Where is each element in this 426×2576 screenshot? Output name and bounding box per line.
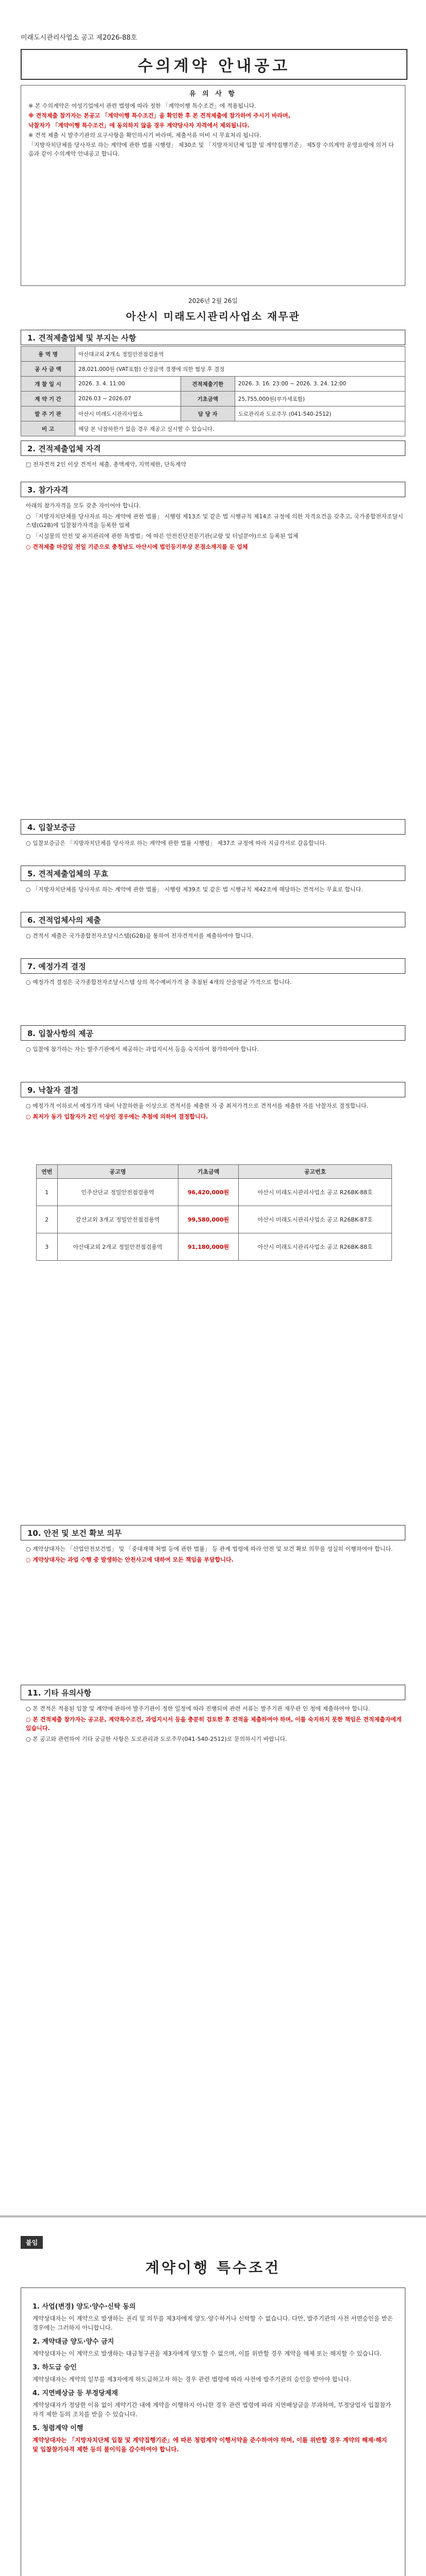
section-body [26, 501, 405, 553]
notice-title: 유 의 사 항 [189, 90, 237, 98]
info-label: 개 찰 일 시 [21, 377, 75, 392]
column-header: 기초금액 [178, 1165, 238, 1179]
body-text: ○ 계약상대자는 과업 수행 중 발생하는 안전사고에 대하여 모든 책임을 부담합니다. [26, 1556, 234, 1563]
body-text: ○ 「지방자치단체를 당사자로 하는 계약에 관한 법률」 시행령 제13조 및 같은 법 시행규칙 제14조 규정에 의한 자격요건을 갖추고, 국가종합전자조달시스템(G2B)에 입찰참가자격을 등록한 업체 [26, 513, 403, 529]
section-heading: 2. 견적제출업체 자격 [21, 440, 405, 456]
table-row [37, 1233, 392, 1261]
contract-item-text: 계약상대자는 계약의 일부를 제3자에게 하도급하고자 하는 경우 관련 법령에 따라 사전에 발주기관의 승인을 받아야 합니다. [32, 2376, 351, 2383]
info-value: 아산시 미래도시관리사업소 [75, 406, 181, 421]
section-heading: 1. 견적제출업체 및 부지는 사항 [21, 330, 405, 345]
body-text: ○ 본 공고와 관련하여 기타 궁금한 사항은 도로관리과 도로주무(041-540-2512)로 문의하시기 바랍니다. [26, 1736, 287, 1742]
contract-item-heading: 2. 계약대금 양도·양수 금지 [32, 2338, 114, 2346]
body-text: ○ 본 견적제출 참가자는 공고문, 계약특수조건, 과업지시서 등을 충분히 검토한 후 견적을 제출하여야 하며, 이를 숙지하지 못한 책임은 견적제출자에게 있습니다. [26, 1716, 402, 1732]
notice-line: 「지방자치단체를 당사자로 하는 계약에 관한 법률 시행령」 제30조 및 「지방자치단체 입찰 및 계약집행기준」 제5장 수의계약 운영요령에 의거 다음과 같이 수의계약 안내공고 합니다. [28, 142, 394, 157]
table-row [37, 1206, 392, 1233]
license-table [36, 1164, 392, 1261]
publisher-name: 아산시 미래도시관리사업소 재무관 [126, 310, 300, 323]
info-label: 기초금액 [181, 392, 235, 406]
contract-title: 계약이행 특수조건 [145, 2259, 281, 2276]
contract-item-heading: 3. 하도급 승인 [32, 2364, 77, 2371]
contract-item-text: 계약상대자는 이 계약으로 발생하는 대금청구권을 제3자에게 양도할 수 없으며, 이를 위반할 경우 계약을 해제 또는 해지할 수 있습니다. [32, 2350, 382, 2357]
info-value: 2026.03 ~ 2026.07 [75, 392, 181, 406]
section-body [26, 839, 405, 850]
table-cell: 아산대교외 2개교 정밀안전점검용역 [57, 1233, 178, 1261]
document-number: 미래도시관리사업소 공고 제2026-88호 [21, 34, 137, 42]
page-title: 수의계약 안내공고 [21, 49, 407, 80]
section-body [26, 1045, 405, 1056]
table-row [37, 1179, 392, 1206]
column-header: 연번 [37, 1165, 58, 1179]
column-header: 공고명 [57, 1165, 178, 1179]
section-heading: 8. 입찰사항의 제공 [21, 1025, 405, 1041]
contract-item-text: 계약상대자는 이 계약으로 발생하는 권리 및 의무를 제3자에게 양도·양수하거나 신탁할 수 없습니다. 다만, 발주기관의 사전 서면승인을 받은 경우에는 그러하지 아니합니다. [32, 2315, 393, 2331]
section-body [26, 885, 405, 896]
body-text: ○ 예정가격 이하로서 예정가격 대비 낙찰하한율 이상으로 견적서를 제출한 자 중 최저가격으로 견적서를 제출한 자를 낙찰자로 결정합니다. [26, 1103, 369, 1109]
section-body [26, 460, 405, 471]
section-heading: 10. 안전 및 보건 확보 의무 [21, 1525, 405, 1540]
section-heading: 3. 참가자격 [21, 482, 405, 497]
attachment-tag: 붙임 [21, 2236, 43, 2249]
info-label: 담 당 자 [181, 406, 235, 421]
notice-box [21, 85, 405, 286]
contract-item-text: 계약상대자가 정당한 이유 없이 계약기간 내에 계약을 이행하지 아니한 경우 관련 법령에 따라 지연배상금을 부과하며, 부정당업자 입찰참가자격 제한 등의 조치를 받을 수 있습니다. [32, 2401, 391, 2418]
table-cell: 아산시 미래도시관리사업소 공고 R26BK-87호 [239, 1206, 392, 1233]
notice-line: ※ 견적제출 참가자는 본공고 「계약이행 특수조건」을 확인한 후 본 견적제출에 참가하여 주시기 바라며, [28, 112, 290, 119]
info-table [21, 346, 405, 436]
divider [0, 2215, 426, 2217]
info-value: 28,021,000원 (VAT포함) 산정금액 경쟁에 의한 협상 후 결정 [75, 362, 405, 377]
section-heading: 9. 낙찰자 결정 [21, 1082, 405, 1097]
info-value: 아산대교외 2개소 정밀안전점검용역 [75, 347, 405, 362]
body-text: ○ 「지방자치단체를 당사자로 하는 계약에 관한 법률」 시행령 제39조 및 같은 법 시행규칙 제42조에 해당하는 견적서는 무효로 합니다. [26, 886, 363, 893]
section-heading: 4. 입찰보증금 [21, 819, 405, 835]
info-label: 견적제출기한 [181, 377, 235, 392]
section-body [26, 1101, 405, 1123]
section-body [26, 1545, 405, 1566]
section-heading: 11. 기타 유의사항 [21, 1685, 405, 1700]
body-text: ○ 입찰보증금은 「지방자치단체를 당사자로 하는 계약에 관한 법률 시행령」 제37조 규정에 따라 지급각서로 갈음합니다. [26, 840, 327, 846]
body-text: ○ 입찰에 참가하는 자는 발주기관에서 제공하는 과업지시서 등을 숙지하여 참가하여야 합니다. [26, 1046, 259, 1053]
table-cell: 99,580,000원 [178, 1206, 238, 1233]
info-value: 25,755,000원(부가세포함) [235, 392, 405, 406]
info-value: 2026. 3. 16. 23:00 ~ 2026. 3. 24. 12:00 [235, 377, 405, 392]
info-label: 계 약 기 간 [21, 392, 75, 406]
contract-item-heading: 5. 청렴계약 이행 [32, 2425, 84, 2432]
table-cell: 91,180,000원 [178, 1233, 238, 1261]
contract-box [21, 2287, 405, 2576]
info-label: 비 고 [21, 421, 75, 436]
table-cell: 2 [37, 1206, 58, 1233]
section-body [26, 931, 405, 942]
body-text: ○ 「시설물의 안전 및 유지관리에 관한 특별법」에 따른 안전진단전문기관(교량 및 터널분야)으로 등록된 업체 [26, 533, 299, 539]
publish-date: 2026년 2월 26일 [188, 297, 238, 304]
body-text: ○ 최저가 동가 입찰자가 2인 이상인 경우에는 추첨에 의하여 결정합니다. [26, 1113, 208, 1120]
body-text: 아래의 참가자격을 모두 갖춘 자이어야 합니다. [26, 502, 141, 509]
table-cell: 인주산단교 정밀안전점검용역 [57, 1179, 178, 1206]
column-header: 공고번호 [239, 1165, 392, 1179]
notice-line: ※ 본 수의계약은 여성기업에서 관련 법령에 따라 정한 「계약이행 특수조건」에 적용됩니다. [28, 103, 256, 109]
body-text: □ 전자견적 2인 이상 견적서 제출, 총액계약, 지역제한, 단독계약 [26, 461, 186, 468]
table-cell: 96,420,000원 [178, 1179, 238, 1206]
body-text: ○ 견적제출 마감일 전일 기준으로 충청남도 아산시에 법인등기부상 본점소재지를 둔 업체 [26, 544, 248, 550]
table-cell: 갈산교외 3개교 정밀안전점검용역 [57, 1206, 178, 1233]
section-heading: 7. 예정가격 결정 [21, 958, 405, 974]
section-body [26, 978, 405, 989]
notice-line: ※ 견적 제출 시 발주기관의 요구사항을 확인하시기 바라며, 제출서류 미비 시 무효처리 됩니다. [28, 132, 261, 139]
section-heading: 5. 견적제출업체의 무효 [21, 866, 405, 881]
contract-item-text: 계약상대자는 「지방자치단체 입찰 및 계약집행기준」에 따른 청렴계약 이행서약을 준수하여야 하며, 이를 위반할 경우 계약의 해제·해지 및 입찰참가자격 제한 등의 불이익을 감수하여야 합니다. [32, 2436, 387, 2453]
table-cell: 1 [37, 1179, 58, 1206]
info-label: 용 역 명 [21, 347, 75, 362]
info-label: 발 주 기 관 [21, 406, 75, 421]
body-text: ○ 예정가격 결정은 국가종합전자조달시스템 상의 복수예비가격 중 추첨된 4개의 산술평균 가격으로 합니다. [26, 979, 292, 986]
contract-item-heading: 1. 사업(변경) 양도·양수·신탁 동의 [32, 2303, 136, 2311]
table-cell: 아산시 미래도시관리사업소 공고 R26BK-88호 [239, 1233, 392, 1261]
section-body [26, 1704, 405, 1745]
info-value: 도로관리과 도로주무 (041-540-2512) [235, 406, 405, 421]
body-text: ○ 본 견적은 적용된 입찰 및 계약에 관하여 발주기관이 정한 일정에 따라 진행되며 관련 서류는 발주기관 재무관 인 청에 제출하여야 합니다. [26, 1705, 370, 1712]
contract-item-heading: 4. 지연배상금 등 부정당제재 [32, 2389, 118, 2397]
info-label: 공 사 금 액 [21, 362, 75, 377]
info-value: 해당 본 낙찰하한가 없을 경우 재공고 실시할 수 있습니다. [75, 421, 405, 436]
body-text: ○ 계약상대자는 「산업안전보건법」 및 「중대재해 처벌 등에 관한 법률」 등 관계 법령에 따라 안전 및 보건 확보 의무를 성실히 이행하여야 합니다. [26, 1546, 393, 1552]
section-heading: 6. 견적업체사의 제출 [21, 912, 405, 927]
info-value: 2026. 3. 4. 11:00 [75, 377, 181, 392]
body-text: ○ 견적서 제출은 국가종합전자조달시스템(G2B)을 통하여 전자견적서를 제출하여야 합니다. [26, 933, 254, 939]
table-cell: 3 [37, 1233, 58, 1261]
table-cell: 아산시 미래도시관리사업소 공고 R26BK-88호 [239, 1179, 392, 1206]
notice-line: 낙찰자가 「계약이행 특수조건」에 동의하지 않을 경우 계약당사자 자격에서 제외됩니다. [28, 122, 250, 129]
